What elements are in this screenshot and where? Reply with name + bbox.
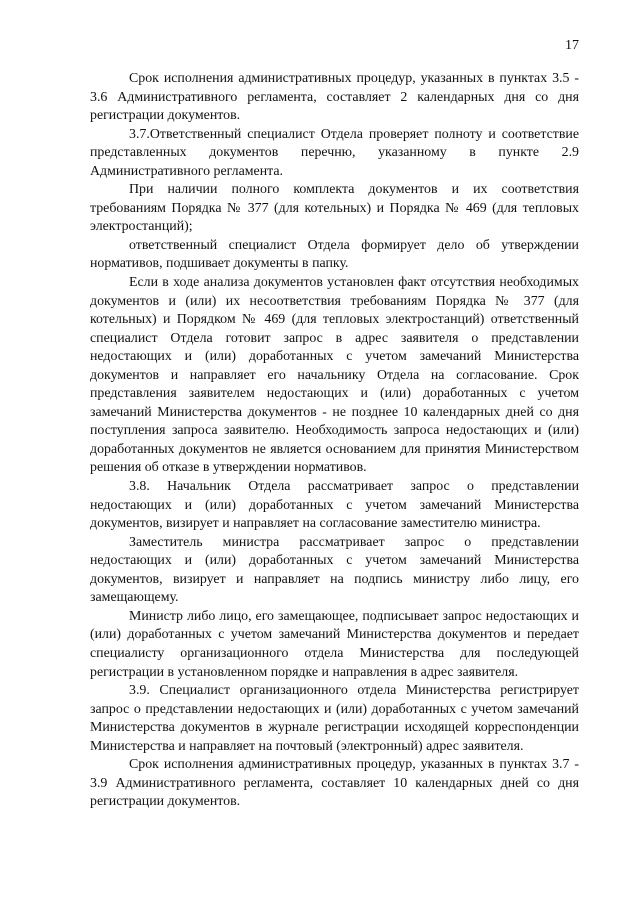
paragraph-deputy-minister: Заместитель министра рассматривает запрос о представлении недостающих и (или) доработанных с учетом замечаний Министерства документов, визирует и направляет на подпись министру либо лицу, его замещающему.: [90, 534, 579, 606]
paragraph-3-8: 3.8. Начальник Отдела рассматривает запрос о представлении недостающих и (или) доработанных с учетом замечаний Министерства документов, визирует и направляет на согласование заместителю министра.: [90, 479, 579, 532]
paragraph-missing-documents: Если в ходе анализа документов установлен факт отсутствия необходимых документов и (или) их несоответствия требованиям Порядка № 377 (для котельных) и Порядком № 469 (для тепловых электростанций) ответственный специалист Отдела готовит запрос в адрес заявителя о представлении недостающих и (или) доработанных с учетом замечаний Министерства документов и направляет его начальнику Отдела на согласование. Срок представления заявителем недостающих и (или) доработанных с учетом замечаний Министерства документов - не позднее 10 календарных дней со дня поступления запроса заявителю. Необходимость запроса недостающих и (или) доработанных документов не является основанием для принятия Министерством решения об отказе в утверждении нормативов.: [90, 275, 579, 476]
page-number: 17: [565, 38, 579, 53]
paragraph-deadline-3-7-3-9: Срок исполнения административных процедур, указанных в пунктах 3.7 - 3.9 Административного регламента, составляет 10 календарных дней со дня регистрации документов.: [90, 757, 579, 810]
paragraph-form-case: ответственный специалист Отдела формирует дело об утверждении нормативов, подшивает документы в папку.: [90, 237, 579, 272]
paragraph-deadline-3-5-3-6: Срок исполнения административных процедур, указанных в пунктах 3.5 - 3.6 Административного регламента, составляет 2 календарных дня со дня регистрации документов.: [90, 71, 579, 124]
paragraph-minister: Министр либо лицо, его замещающее, подписывает запрос недостающих и (или) доработанных с учетом замечаний Министерства документов и передает специалисту организационного отдела Министерства для последующей регистрации в установленном порядке и направления в адрес заявителя.: [90, 608, 579, 680]
paragraph-full-set: При наличии полного комплекта документов и их соответствия требованиям Порядка № 377 (для котельных) и Порядка № 469 (для тепловых электростанций);: [90, 182, 579, 235]
document-body: [90, 70, 579, 812]
paragraph-3-9: 3.9. Специалист организационного отдела Министерства регистрирует запрос о представлении недостающих и (или) доработанных с учетом замечаний Министерства документов в журнале регистрации исходящей корреспонденции Министерства и направляет на почтовый (электронный) адрес заявителя.: [90, 683, 579, 754]
paragraph-3-7: 3.7.Ответственный специалист Отдела проверяет полноту и соответствие представленных документов перечню, указанному в пункте 2.9 Административного регламента.: [90, 126, 579, 179]
